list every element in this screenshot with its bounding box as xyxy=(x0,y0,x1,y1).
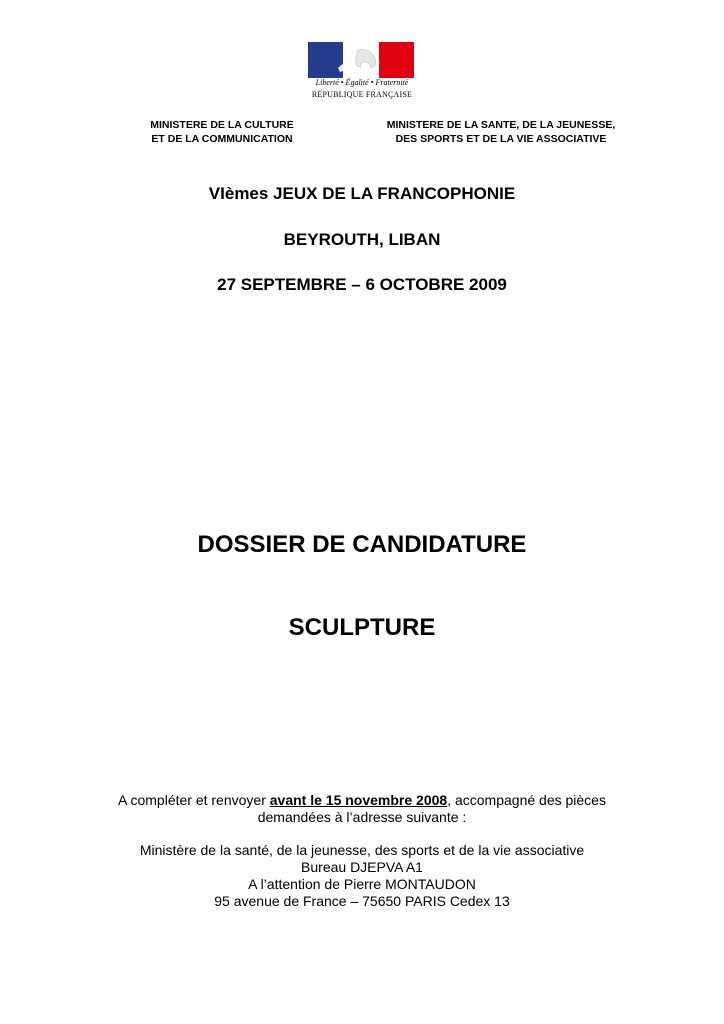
event-dates: 27 SEPTEMBRE – 6 OCTOBRE 2009 xyxy=(217,275,507,294)
mailing-address xyxy=(0,842,724,910)
motto-text: Liberté • Égalité • Fraternité xyxy=(315,78,409,87)
address-line3: A l’attention de Pierre MONTAUDON xyxy=(248,876,476,892)
marianne-logo xyxy=(308,42,416,104)
ministry-culture-line2: ET DE LA COMMUNICATION xyxy=(151,133,293,145)
ministry-sante-line1: MINISTERE DE LA SANTE, DE LA JEUNESSE, xyxy=(386,119,616,131)
instructions xyxy=(0,792,724,826)
republique-francaise-text: RÉPUBLIQUE FRANÇAISE xyxy=(311,90,413,99)
ministry-sante xyxy=(356,118,646,146)
event-location: BEYROUTH, LIBAN xyxy=(283,230,441,249)
dossier-discipline: SCULPTURE xyxy=(288,614,436,641)
instructions-before: A compléter et renvoyer xyxy=(118,792,270,808)
event-title: VIèmes JEUX DE LA FRANCOPHONIE xyxy=(208,184,516,203)
ministry-sante-line2: DES SPORTS ET DE LA VIE ASSOCIATIVE xyxy=(395,133,607,145)
dossier-title: DOSSIER DE CANDIDATURE xyxy=(197,531,527,558)
ministry-culture xyxy=(118,118,326,146)
address-line2: Bureau DJEPVA A1 xyxy=(301,859,423,875)
ministry-culture-line1: MINISTERE DE LA CULTURE xyxy=(150,119,294,131)
instructions-deadline: avant le 15 novembre 2008 xyxy=(269,792,448,808)
instructions-after: , accompagné des pièces xyxy=(447,792,606,808)
address-line4: 95 avenue de France – 75650 PARIS Cedex 13 xyxy=(214,893,510,909)
address-line1: Ministère de la santé, de la jeunesse, des sports et de la vie associative xyxy=(139,842,585,858)
marianne-flag-icon xyxy=(308,42,414,78)
instructions-line2: demandées à l’adresse suivante : xyxy=(257,809,467,825)
